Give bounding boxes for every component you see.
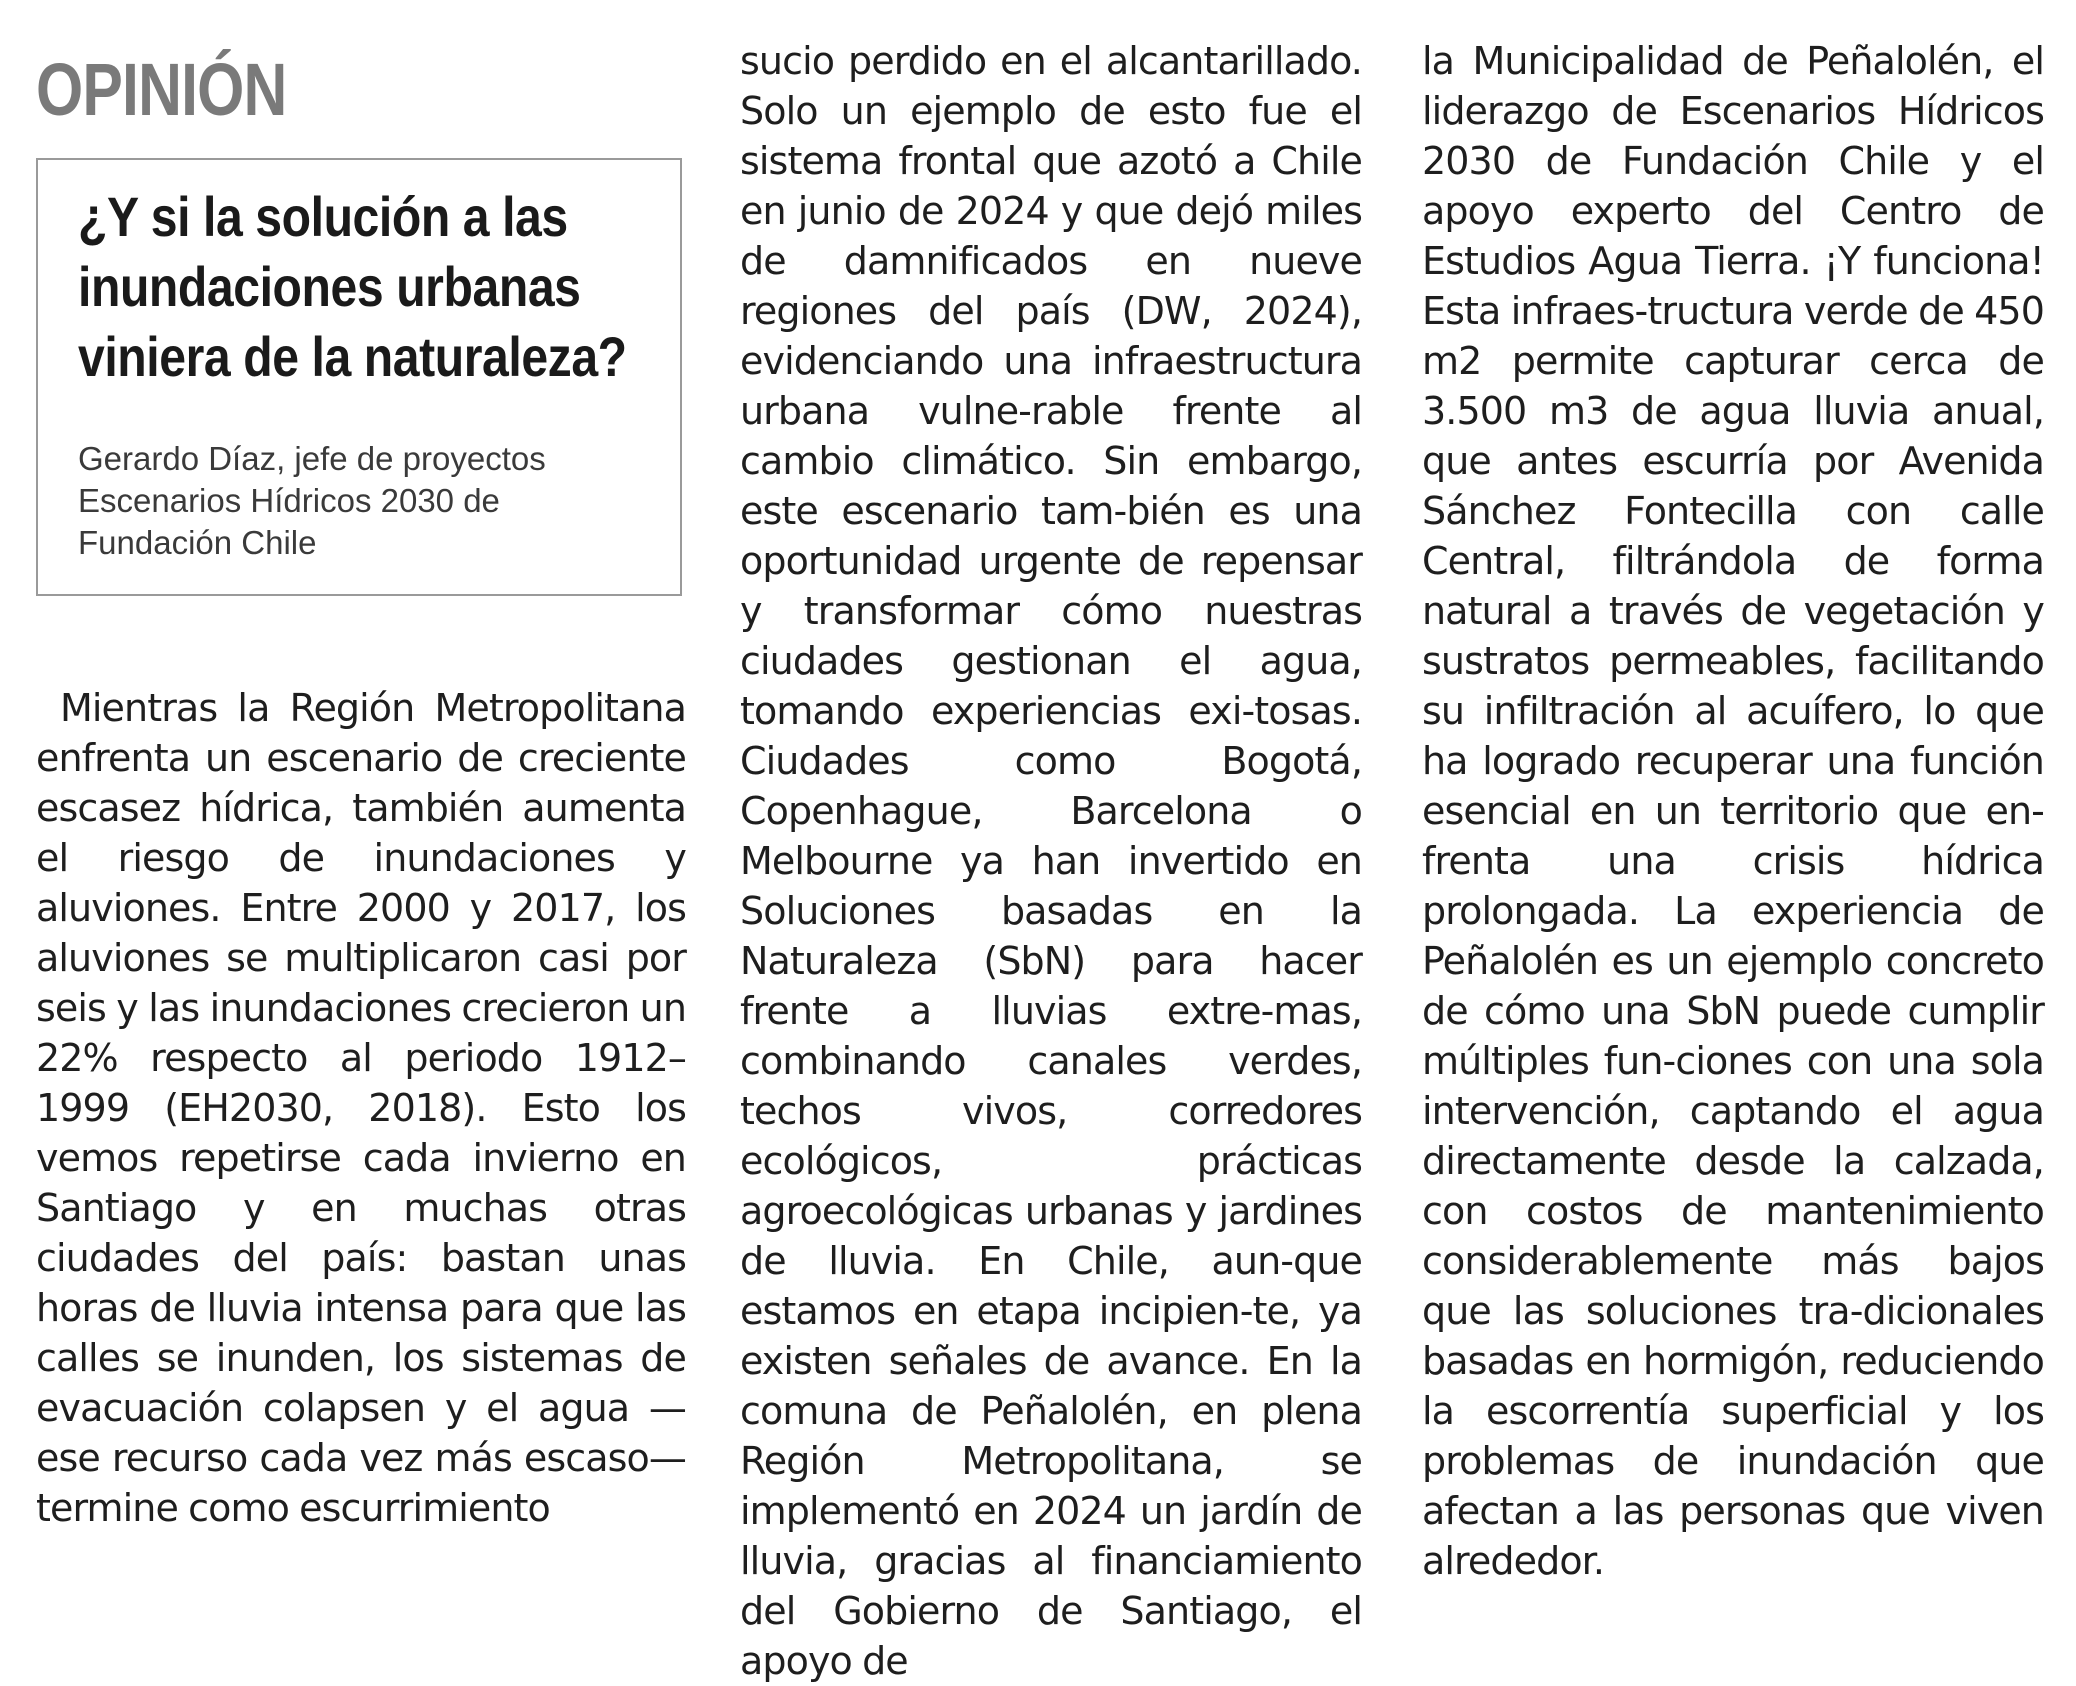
article-byline: Gerardo Díaz, jefe de proyectos Escenarios Hídricos 2030 de Fundación Chile (78, 440, 546, 561)
body-column-3: la Municipalidad de Peñalolén, el liderazgo de Escenarios Hídricos 2030 de Fundación Chile y el apoyo experto del Centro de Estudios Agua Tierra. ¡Y funciona! Esta infraes-tructura verde de 450 m2 permite capturar cerca de 3.500 m3 de agua lluvia anual, que antes escurría por Avenida Sánchez Fontecilla con calle Central, filtrándola de forma natural a través de vegetación y sustratos permeables, facilitando su infiltración al acuífero, lo que ha logrado recuperar una función esencial en un territorio que en-frenta una crisis hídrica prolongada. La experiencia de Peñalolén es un ejemplo concreto de cómo una SbN puede cumplir múltiples fun-ciones con una sola intervención, captando el agua directamente desde la calzada, con costos de mantenimiento considerablemente más bajos que las soluciones tra-dicionales basadas en hormigón, reduciendo la escorrentía superficial y los problemas de inundación que afectan a las personas que viven alrededor. (1422, 39, 2044, 1583)
body-column-1: Mientras la Región Metropolitana enfrenta un escenario de creciente escasez hídrica, también aumenta el riesgo de inundaciones y aluviones. Entre 2000 y 2017, los aluviones se multiplicaron casi por seis y las inundaciones crecieron un 22% respecto al periodo 1912–1999 (EH2030, 2018). Esto los vemos repetirse cada invierno en Santiago y en muchas otras ciudades del país: bastan unas horas de lluvia intensa para que las calles se inunden, los sistemas de evacuación colapsen y el agua —ese recurso cada vez más escaso— termine como escurrimiento (36, 686, 686, 1530)
section-label: OPINIÓN (36, 48, 287, 131)
body-column-2: sucio perdido en el alcantarillado. Solo un ejemplo de esto fue el sistema frontal que azotó a Chile en junio de 2024 y que dejó miles de damnificados en nueve regiones del país (DW, 2024), evidenciando una infraestructura urbana vulne-rable frente al cambio climático. Sin embargo, este escenario tam-bién es una oportunidad urgente de repensar y transformar cómo nuestras ciudades gestionan el agua, tomando experiencias exi-tosas. Ciudades como Bogotá, Copenhague, Barcelona o Melbourne ya han invertido en Soluciones basadas en la Naturaleza (SbN) para hacer frente a lluvias extre-mas, combinando canales verdes, techos vivos, corredores ecológicos, prácticas agroecológicas urbanas y jardines de lluvia. En Chile, aun-que estamos en etapa incipien-te, ya existen señales de avance. En la comuna de Peñalolén, en plena Región Metropolitana, se implementó en 2024 un jardín de lluvia, gracias al financiamiento del Gobierno de Santiago, el apoyo de (740, 39, 1362, 1683)
headline-box (36, 158, 682, 596)
article-headline: ¿Y si la solución a las inundaciones urbanas viniera de la naturaleza? (78, 185, 627, 388)
